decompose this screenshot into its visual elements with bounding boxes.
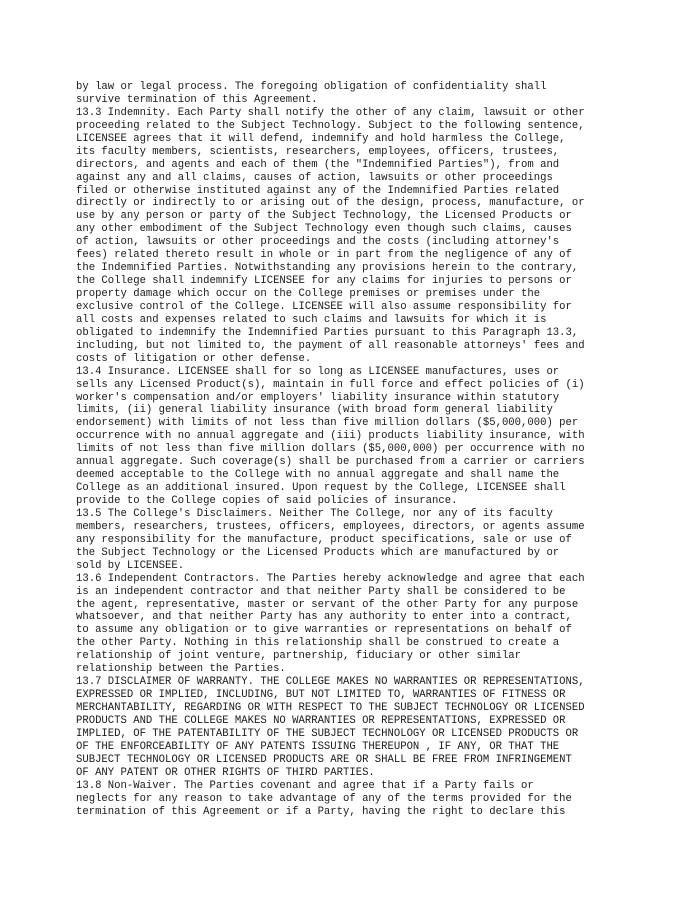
text-line: OF ANY PATENT OR OTHER RIGHTS OF THIRD PARTIES. xyxy=(76,766,375,779)
text-line: including, but not limited to, the payment of all reasonable attorneys' fees and xyxy=(76,339,585,352)
text-line: termination of this Agreement or if a Party, having the right to declare this xyxy=(76,805,566,818)
text-line: whatsoever, and that neither Party has any authority to enter into a contract, xyxy=(76,611,572,624)
text-line: the College shall indemnify LICENSEE for any claims for injuries to persons or xyxy=(76,275,572,288)
text-line: filed or otherwise instituted against any of the Indemnified Parties related xyxy=(76,184,560,197)
text-line: to assume any obligation or to give warranties or representations on behalf of xyxy=(76,624,572,637)
text-line: costs of litigation or other defense. xyxy=(76,352,312,365)
text-line: use by any person or party of the Subject Technology, the Licensed Products or xyxy=(76,210,572,223)
section-13-6-heading-line: 13.6 Independent Contractors. The Parties hereby acknowledge and agree that each xyxy=(76,572,585,585)
text-line: PRODUCTS AND THE COLLEGE MAKES NO WARRANTIES OR REPRESENTATIONS, EXPRESSED OR xyxy=(76,714,566,727)
text-line: relationship of joint venture, partnership, fiduciary or other similar xyxy=(76,650,522,663)
text-line: EXPRESSED OR IMPLIED, INCLUDING, BUT NOT LIMITED TO, WARRANTIES OF FITNESS OR xyxy=(76,689,566,702)
text-line: by law or legal process. The foregoing obligation of confidentiality shall xyxy=(76,81,547,93)
text-line: any other embodiment of the Subject Technology even though such claims, causes xyxy=(76,223,572,236)
text-line: its faculty members, scientists, researchers, employees, officers, trustees, xyxy=(76,145,560,158)
section-13-8-heading-line: 13.8 Non-Waiver. The Parties covenant and agree that if a Party fails or xyxy=(76,779,534,792)
text-line: property damage which occur on the College premises or premises under the xyxy=(76,288,541,300)
text-line: relationship between the Parties. xyxy=(76,663,286,676)
text-line: deemed acceptable to the College with no annual aggregate and shall name the xyxy=(76,469,560,482)
text-line: neglects for any reason to take advantage of any of the terms provided for the xyxy=(76,792,572,805)
text-line: provide to the College copies of said policies of insurance. xyxy=(76,495,458,507)
text-line: fees) related thereto result in whole or in part from the negligence of any of xyxy=(76,249,572,262)
text-line: MERCHANTABILITY, REGARDING OR WITH RESPECT TO THE SUBJECT TECHNOLOGY OR LICENSED xyxy=(76,702,585,714)
text-line: any responsibility for the manufacture, product specifications, sale or use of xyxy=(76,533,572,546)
text-line: directors, and agents and each of them (the "Indemnified Parties"), from and xyxy=(76,158,560,171)
text-line: worker's compensation and/or employers' liability insurance within statutory xyxy=(76,391,560,404)
text-line: limits, (ii) general liability insurance (with broad form general liability xyxy=(76,404,553,417)
text-line: is an independent contractor and that neither Party shall be considered to be xyxy=(76,585,566,598)
text-line: the other Party. Nothing in this relationship shall be construed to create a xyxy=(76,637,560,650)
text-line: survive termination of this Agreement. xyxy=(76,93,318,106)
text-line: occurrence with no annual aggregate and (iii) products liability insurance, with xyxy=(76,430,585,443)
text-line: directly or indirectly to or arising out of the design, process, manufacture, or xyxy=(76,197,585,210)
text-line: the Indemnified Parties. Notwithstanding any provisions herein to the contrary, xyxy=(76,262,579,275)
document-page xyxy=(76,81,686,818)
section-13-5-heading-line: 13.5 The College's Disclaimers. Neither The College, nor any of its faculty xyxy=(76,507,553,520)
text-line: members, researchers, trustees, officers, employees, directors, or agents assume xyxy=(76,520,585,533)
text-line: all costs and expenses related to such claims and lawsuits for which it is xyxy=(76,313,547,326)
section-13-3-heading-line: 13.3 Indemnity. Each Party shall notify the other of any claim, lawsuit or other xyxy=(76,106,585,119)
text-line: exclusive control of the College. LICENSEE will also assume responsibility for xyxy=(76,300,572,313)
text-line: SUBJECT TECHNOLOGY OR LICENSED PRODUCTS ARE OR SHALL BE FREE FROM INFRINGEMENT xyxy=(76,753,572,766)
text-line: IMPLIED, OF THE PATENTABILITY OF THE SUBJECT TECHNOLOGY OR LICENSED PRODUCTS OR xyxy=(76,727,579,740)
text-line: limits of not less than five million dollars ($5,000,000) per occurrence with no xyxy=(76,443,585,456)
text-line: LICENSEE agrees that it will defend, indemnify and hold harmless the College, xyxy=(76,132,566,145)
text-line: the agent, representative, master or servant of the other Party for any purpose xyxy=(76,598,579,611)
text-line: the Subject Technology or the Licensed Products which are manufactured by or xyxy=(76,546,560,559)
text-line: of action, lawsuits or other proceedings and the costs (including attorney's xyxy=(76,236,560,249)
section-13-4-heading-line: 13.4 Insurance. LICENSEE shall for so long as LICENSEE manufactures, uses or xyxy=(76,365,560,378)
text-line: proceeding related to the Subject Technology. Subject to the following sentence, xyxy=(76,119,585,132)
section-13-7-heading-line: 13.7 DISCLAIMER OF WARRANTY. THE COLLEGE MAKES NO WARRANTIES OR REPRESENTATIONS, xyxy=(76,676,585,689)
text-line: against any and all claims, causes of action, lawsuits or other proceedings xyxy=(76,171,553,184)
text-line: obligated to indemnify the Indemnified Parties pursuant to this Paragraph 13.3, xyxy=(76,326,579,339)
text-line: sold by LICENSEE. xyxy=(76,559,185,572)
text-line: endorsement) with limits of not less than five million dollars ($5,000,000) per xyxy=(76,417,579,430)
text-line: annual aggregate. Such coverage(s) shall be purchased from a carrier or carriers xyxy=(76,456,585,469)
text-line: sells any Licensed Product(s), maintain in full force and effect policies of (i) xyxy=(76,378,585,391)
text-line: College as an additional insured. Upon request by the College, LICENSEE shall xyxy=(76,482,566,495)
text-line: OF THE ENFORCEABILITY OF ANY PATENTS ISSUING THEREUPON , IF ANY, OR THAT THE xyxy=(76,740,560,753)
